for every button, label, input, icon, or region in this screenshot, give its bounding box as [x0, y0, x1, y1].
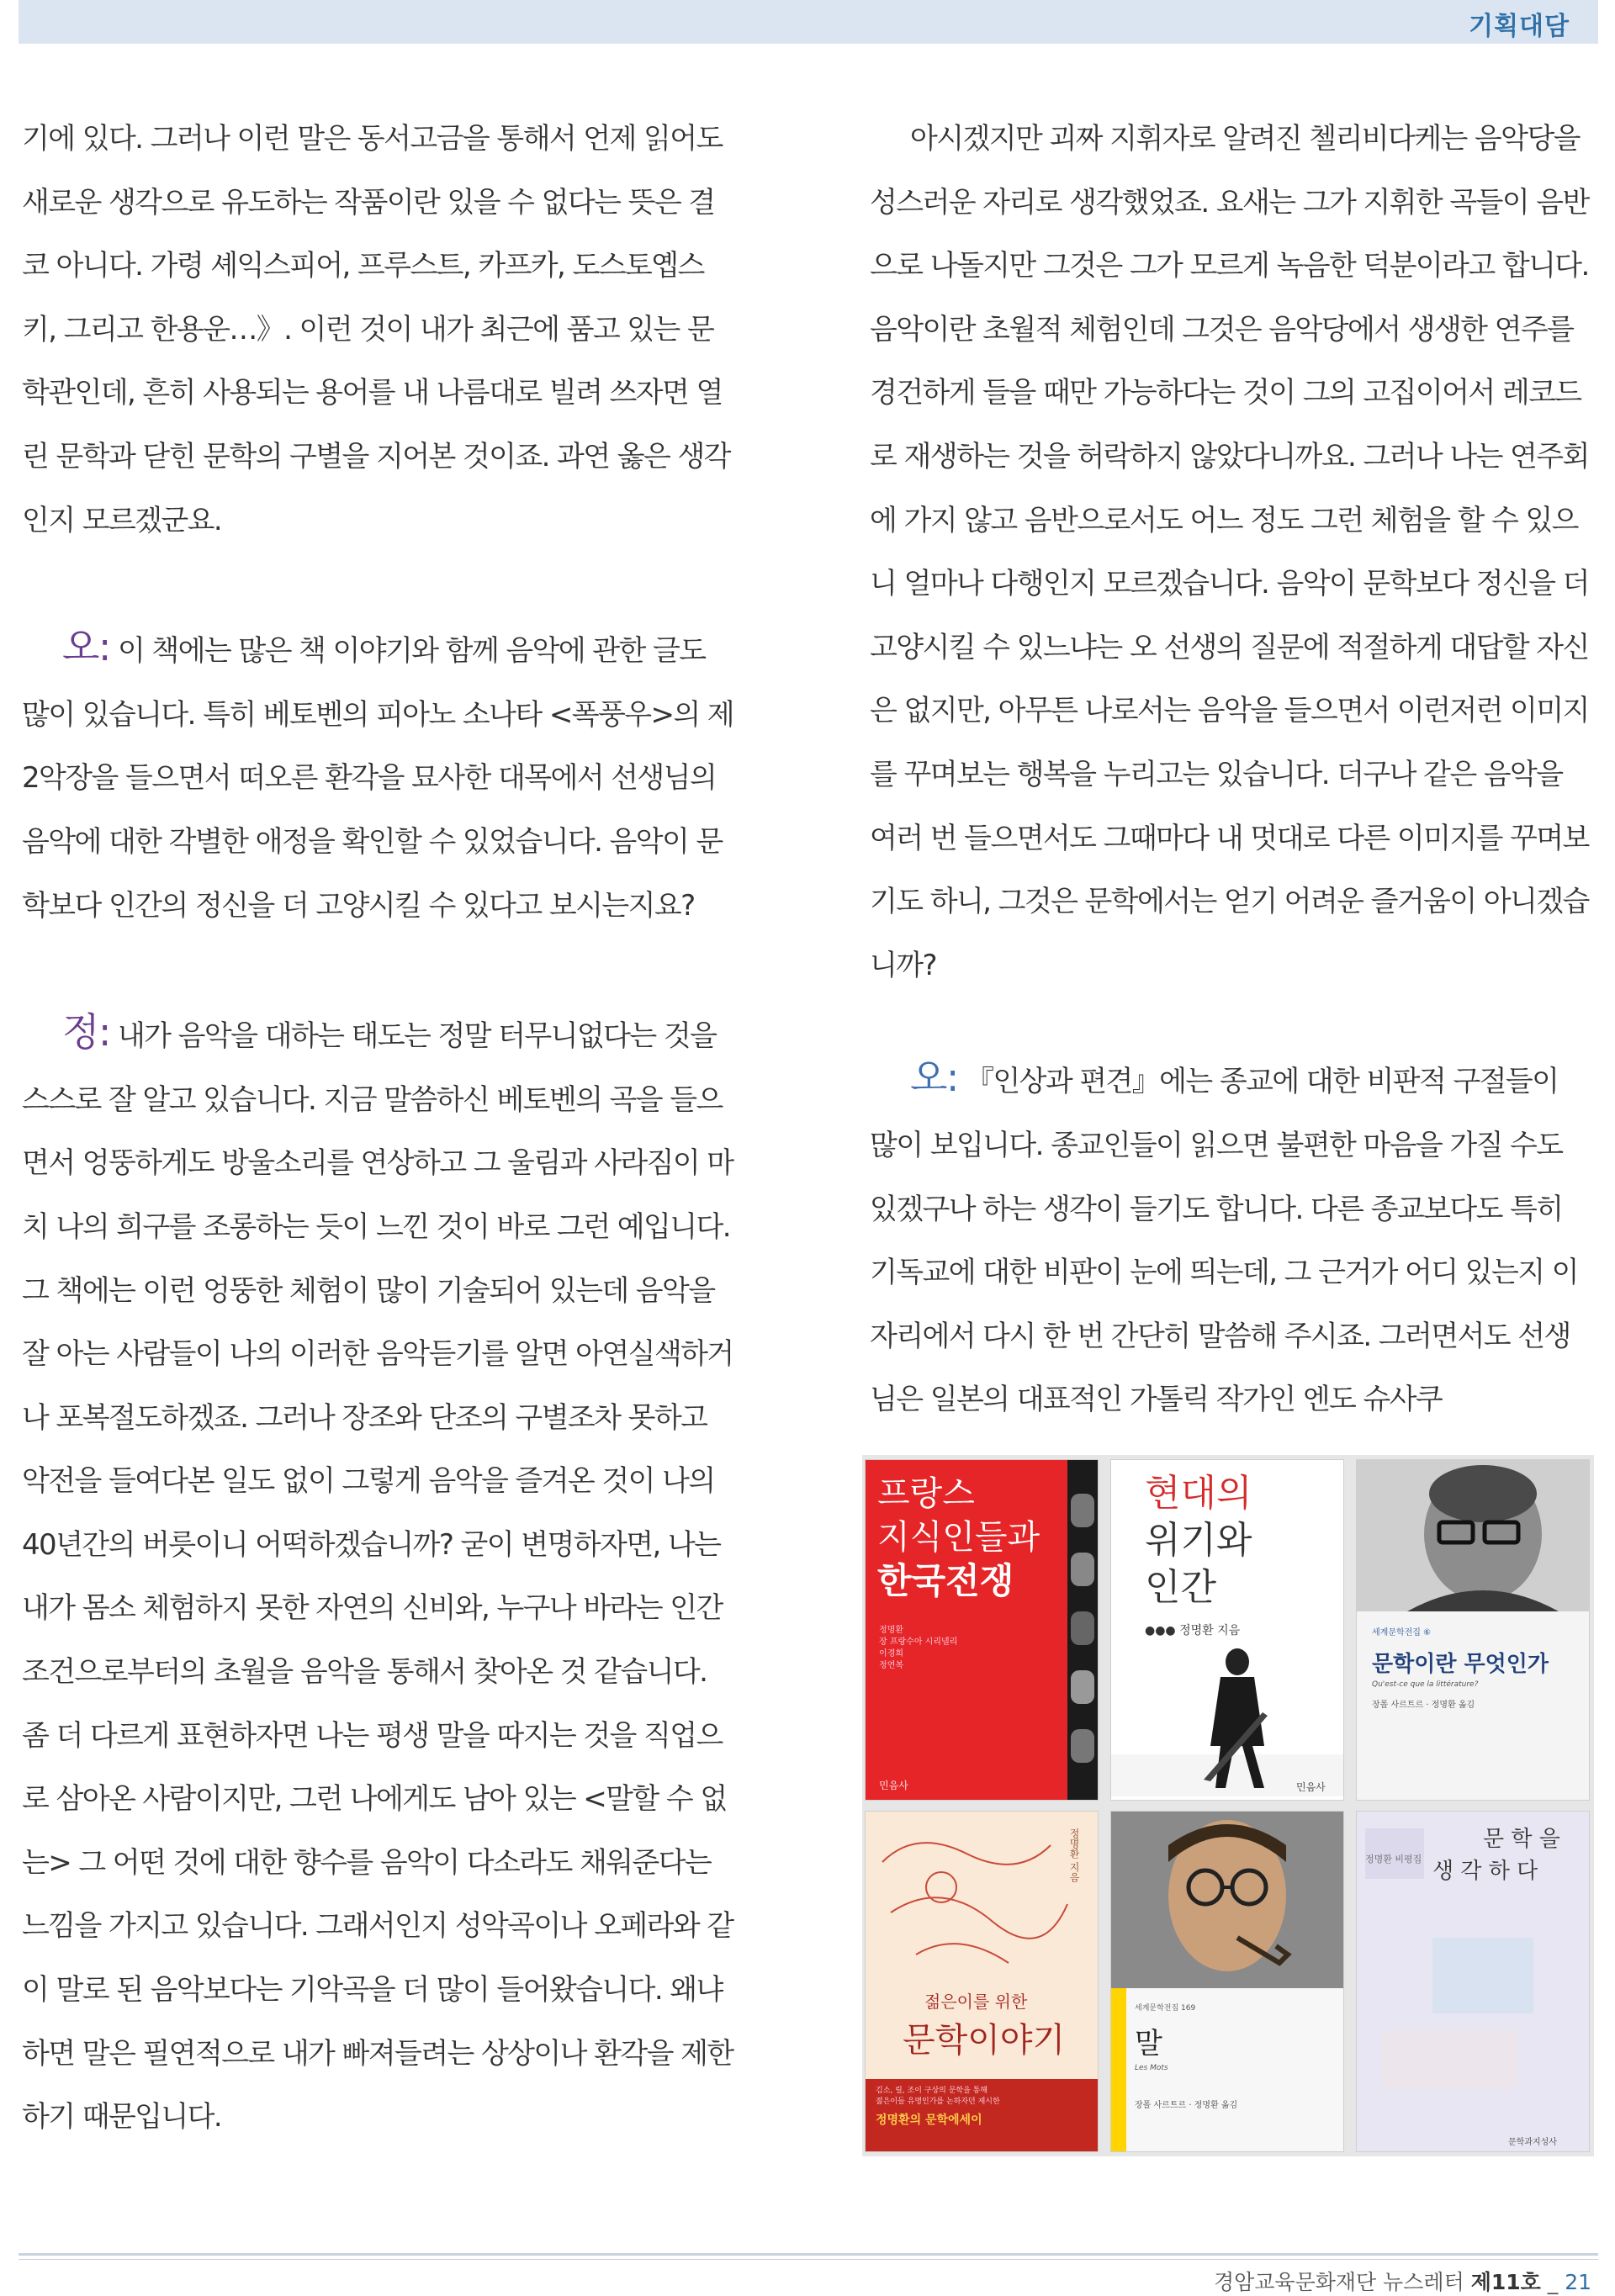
speech-paragraph — [870, 1046, 1591, 1432]
book-title-line: 지식인들과 — [877, 1518, 1040, 1557]
book-tagline: 젊은이들 유명인가를 논하자던 제시한 — [876, 2098, 1000, 2106]
footer — [1214, 2266, 1591, 2296]
book-series: 세계문학전집 ⑥ — [1372, 1628, 1432, 1637]
section-title: 기획대담 — [1469, 12, 1570, 41]
book-author: ●●● 정명환 지음 — [1145, 1624, 1241, 1637]
book-vertical-author: 정명환 지음 — [1068, 1828, 1080, 1882]
book-cover — [1357, 1812, 1589, 2151]
book-author: 장폴 사르트르 · 정명환 옮김 — [1135, 2101, 1238, 2110]
book-title: 말 — [1135, 2027, 1162, 2061]
speaker-label: 오: — [910, 1055, 958, 1101]
speaker-label: 오: — [62, 624, 110, 670]
book-small-text: 정연복 — [879, 1661, 903, 1670]
footer-separator: _ — [1547, 2270, 1559, 2294]
left-column — [22, 108, 737, 2150]
book-cover — [1111, 1812, 1343, 2151]
book-title-line: 현대의 — [1145, 1472, 1252, 1515]
paragraph: 기에 있다. 그러나 이런 말은 동서고금을 통해서 언제 읽어도 새로운 생각으로 유도하는 작품이란 있을 수 없다는 뜻은 결코 아니다. 가령 셰익스피어, 프루스트, 카프카, 도스토옙스키, 그리고 한용운…》. 이런 것이 내가 최근에 품고 있는 문학관인데, 흔히 사용되는 용어를 내 나름대로 빌려 쓰자면 열린 문학과 닫힌 문학의 구별을 지어본 것이죠. 과연 옳은 생각인지 모르겠군요. — [22, 122, 730, 537]
book-title-bold: 한국전쟁 — [877, 1560, 1014, 1601]
page-number: 21 — [1565, 2270, 1591, 2294]
section-header-bar — [19, 0, 1598, 44]
book-small-text: 정명환 — [879, 1626, 903, 1635]
footer-issue: 제11호 — [1470, 2270, 1541, 2294]
sketch-illustration — [866, 1812, 1098, 1997]
book-title-row1: 문 학 을 — [1483, 1827, 1560, 1852]
book-series: 세계문학전집 169 — [1135, 2004, 1196, 2013]
book-author: 장폴 사르트르 · 정명환 옮김 — [1372, 1701, 1475, 1710]
book-title: 문학이란 무엇인가 — [1372, 1652, 1549, 1677]
book-title-line: 위기와 — [1145, 1519, 1252, 1562]
book-cover — [1111, 1460, 1343, 1800]
speaker-label: 정: — [62, 1009, 110, 1055]
book-publisher: 민음사 — [1296, 1781, 1326, 1793]
author-portrait — [1111, 1812, 1343, 1988]
book-title-line: 인간 — [1145, 1566, 1217, 1609]
speech-text: 이 책에는 많은 책 이야기와 함께 음악에 관한 글도 많이 있습니다. 특히 베토벤의 피아노 소나타 <폭풍우>의 제2악장을 들으면서 떠오른 환각을 묘사한 대목에서 선생님의 음악에 대한 각별한 애정을 확인할 수 있었습니다. 음악이 문학보다 인간의 정신을 더 고양시킬 수 있다고 보시는지요? — [22, 634, 734, 923]
book-tagline: 김소, 릴, 조이 구상의 문학을 통해 — [876, 2087, 988, 2095]
author-photo — [1357, 1460, 1589, 1611]
book-title: 문학이야기 — [903, 2021, 1066, 2060]
right-column — [870, 108, 1591, 1432]
book-strap: 정명환의 문학에세이 — [876, 2113, 982, 2127]
book-side-label: 정명환 비평집 — [1365, 1854, 1422, 1865]
book-covers-grid — [862, 1455, 1594, 2156]
footer-rule — [19, 2259, 1598, 2260]
speech-text: 내가 음악을 대하는 태도는 정말 터무니없다는 것을 스스로 잘 알고 있습니다. 지금 말씀하신 베토벤의 곡을 들으면서 엉뚱하게도 방울소리를 연상하고 그 울림과 사라짐이 마치 나의 희구를 조롱하는 듯이 느낀 것이 바로 그런 예입니다. 그 책에는 이런 엉뚱한 체험이 많이 기술되어 있는데 음악을 잘 아는 사람들이 나의 이러한 음악듣기를 알면 아연실색하거나 포복절도하겠죠. 그러나 장조와 단조의 구별조차 못하고 악전을 들여다본 일도 없이 그렇게 음악을 즐겨온 것이 나의 40년간의 버릇이니 어떡하겠습니까? 굳이 변명하자면, 나는 내가 몸소 체험하지 못한 자연의 신비와, 누구나 바라는 인간조건으로부터의 초월을 음악을 통해서 찾아온 것 같습니다. 좀 더 다르게 표현하자면 나는 평생 말을 따지는 것을 직업으로 삼아온 사람이지만, 그런 나에게도 남아 있는 <말할 수 없는> 그 어떤 것에 대한 향수를 음악이 다소라도 채워준다는 느낌을 가지고 있습니다. 그래서인지 성악곡이나 오페라와 같이 말로 된 음악보다는 기악곡을 더 많이 들어왔습니다. 왜냐하면 말은 필연적으로 내가 빠져들려는 상상이나 환각을 제한하기 때문입니다. — [22, 1019, 733, 2135]
book-cover — [866, 1812, 1098, 2151]
book-title-row2: 생 각 하 다 — [1432, 1859, 1538, 1884]
walking-man-illustration — [1111, 1628, 1343, 1796]
speech-text: 『인상과 편견』에는 종교에 대한 비판적 구절들이 많이 보입니다. 종교인들이 읽으면 불편한 마음을 가질 수도 있겠구나 하는 생각이 들기도 합니다. 다른 종교보다도 특히 기독교에 대한 비판이 눈에 띄는데, 그 근거가 어디 있는지 이 자리에서 다시 한 번 간단히 말씀해 주시죠. 그러면서도 선생님은 일본의 대표적인 가톨릭 작가인 엔도 슈사쿠 — [870, 1065, 1578, 1417]
footer-org: 경암교육문화재단 뉴스레터 — [1213, 2270, 1464, 2294]
book-subtitle: Qu'est-ce que la littérature? — [1372, 1680, 1479, 1689]
book-small-title: 젊은이를 위한 — [924, 1992, 1028, 2012]
book-small-text: 이경희 — [879, 1649, 903, 1659]
book-subtitle: Les Mots — [1135, 2064, 1168, 2072]
speech-paragraph — [22, 616, 737, 938]
speech-paragraph — [22, 1001, 737, 2150]
book-title-line: 프랑스 — [877, 1474, 975, 1513]
book-publisher: 문학과지성사 — [1508, 2138, 1557, 2147]
book-publisher: 민음사 — [879, 1780, 908, 1791]
book-cover — [866, 1460, 1098, 1800]
book-small-text: 장 프랑수아 시리넬리 — [879, 1637, 958, 1647]
footer-rule — [19, 2253, 1598, 2256]
book-cover — [1357, 1460, 1589, 1800]
paragraph: 아시겠지만 괴짜 지휘자로 알려진 첼리비다케는 음악당을 성스러운 자리로 생각했었죠. 요새는 그가 지휘한 곡들이 음반으로 나돌지만 그것은 그가 모르게 녹음한 덕분이라고 합니다. 음악이란 초월적 체험인데 그것은 음악당에서 생생한 연주를 경건하게 들을 때만 가능하다는 것이 그의 고집이어서 레코드로 재생하는 것을 허락하지 않았다니까요. 그러나 나는 연주회에 가지 않고 음반으로서도 어느 정도 그런 체험을 할 수 있으니 얼마나 다행인지 모르겠습니다. 음악이 문학보다 정신을 더 고양시킬 수 있느냐는 오 선생의 질문에 적절하게 대답할 자신은 없지만, 아무튼 나로서는 음악을 들으면서 이런저런 이미지를 꾸며보는 행복을 누리고는 있습니다. 더구나 같은 음악을 여러 번 들으면서도 그때마다 내 멋대로 다른 이미지를 꾸며보기도 하니, 그것은 문학에서는 얻기 어려운 즐거움이 아니겠습니까? — [870, 122, 1589, 982]
